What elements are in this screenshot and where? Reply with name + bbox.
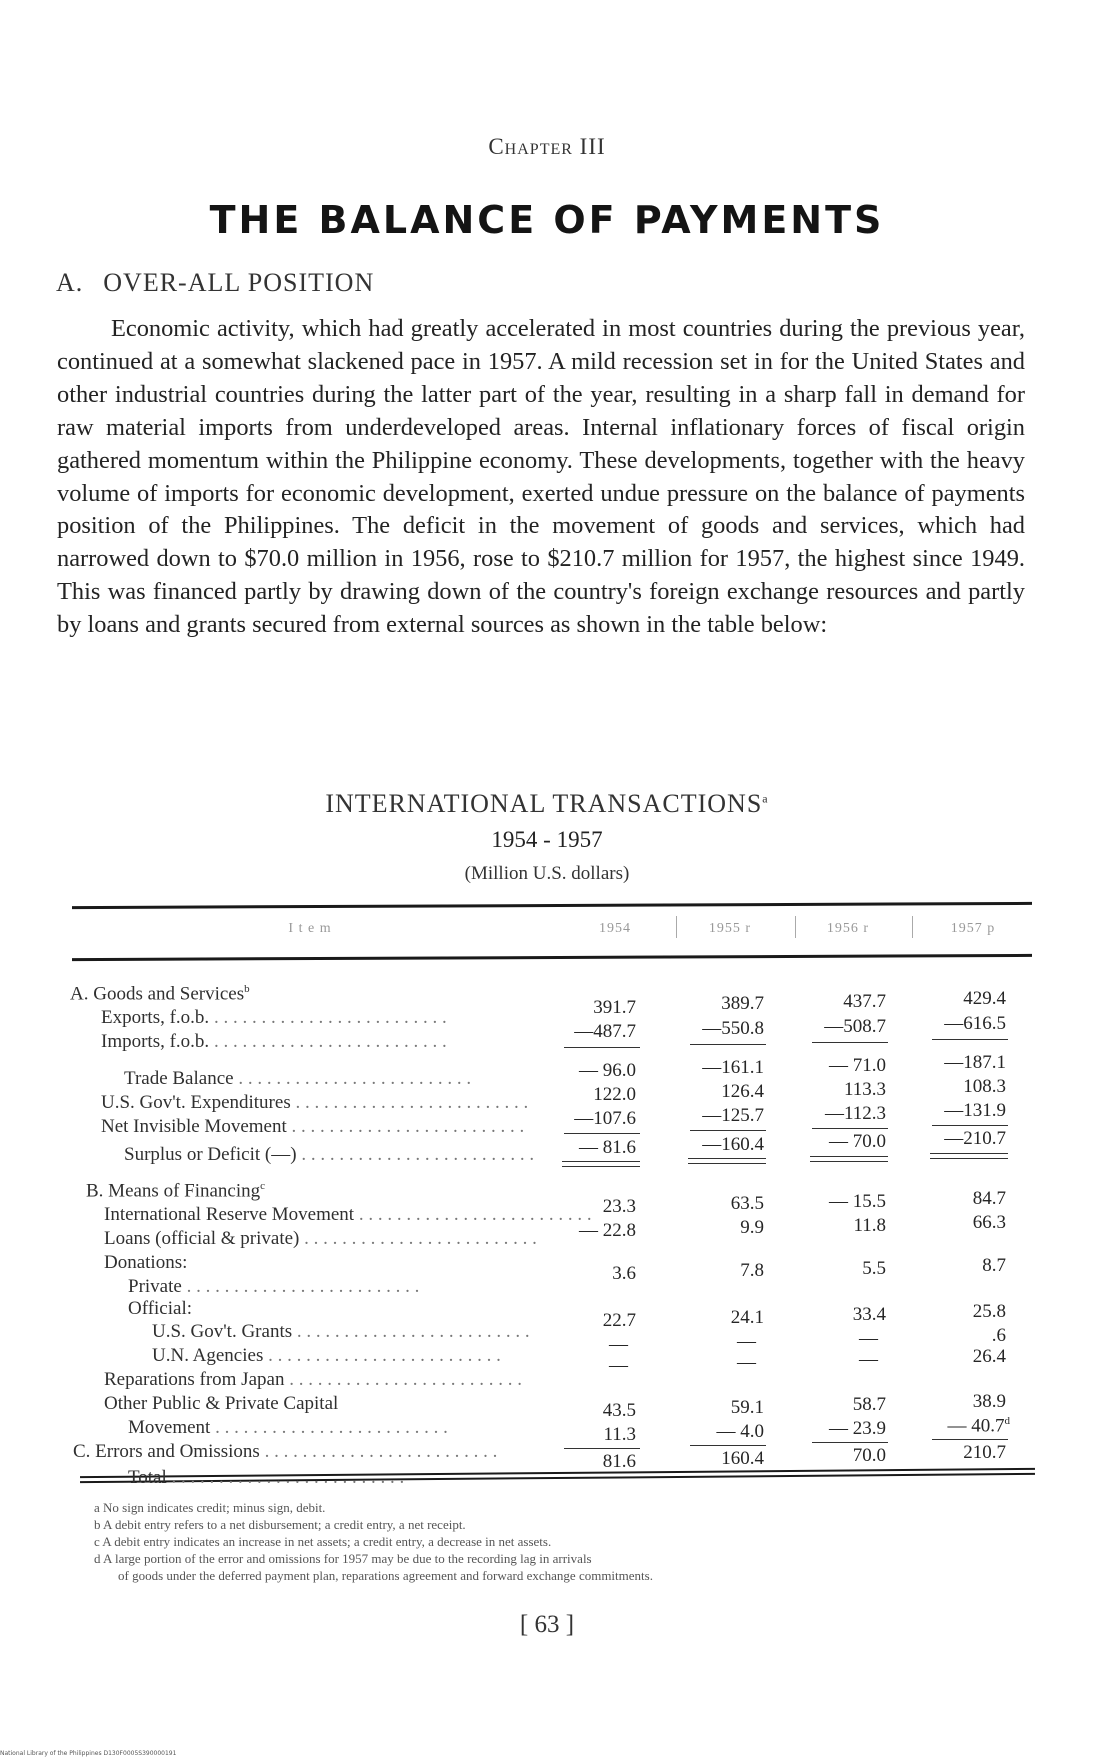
footnote-a: a No sign indicates credit; minus sign, debit.	[94, 1500, 326, 1515]
cell-un-agencies-1957: .6	[991, 1325, 1006, 1346]
cell-loans-1957: 66.3	[972, 1212, 1006, 1233]
header-separator	[676, 916, 677, 938]
double-rule	[930, 1153, 1008, 1159]
cell-usgov-exp-1954: 122.0	[593, 1084, 636, 1105]
cell-surplus-1956: — 70.0	[829, 1131, 886, 1152]
cell-reserve-1954: 23.3	[602, 1196, 636, 1217]
sum-rule	[812, 1442, 888, 1443]
cell-trade-balance-1957: —187.1	[944, 1052, 1006, 1073]
sum-rule	[690, 1445, 766, 1446]
cell-surplus-1957: —210.7	[944, 1128, 1006, 1149]
table-header-rule	[72, 954, 1032, 961]
row-label-usgov-expenditures: U.S. Gov't. Expenditures . . .	[101, 1092, 528, 1114]
cell-loans-1956: 11.8	[853, 1215, 886, 1236]
cell-surplus-1955: —160.4	[702, 1134, 764, 1155]
row-label-total: Total . . .	[128, 1467, 404, 1489]
table-years: 1954 - 1957	[491, 827, 603, 852]
scan-source-label: National Library of the Philippines D130F0005S390000191	[0, 1750, 177, 1757]
cell-errors-1957: — 40.7$^d$	[947, 1415, 1010, 1437]
cell-trade-balance-1954: — 96.0	[579, 1060, 636, 1081]
cell-imports-1954: —487.7	[574, 1021, 636, 1042]
cell-reserve-1955: 63.5	[730, 1193, 764, 1214]
cell-total-1957: 210.7	[963, 1442, 1006, 1463]
cell-errors-1955: — 4.0	[716, 1421, 764, 1442]
cell-usgov-exp-1955: 126.4	[721, 1081, 764, 1102]
cell-un-agencies-1955: —	[737, 1331, 756, 1352]
cell-exports-1957: 429.4	[963, 988, 1006, 1009]
row-label-goods-services: A. Goods and Services$^b$	[70, 983, 250, 1005]
header-1955: 1955 r	[708, 921, 752, 936]
sum-rule	[932, 1125, 1008, 1126]
cell-exports-1954: 391.7	[593, 997, 636, 1018]
cell-imports-1955: —550.8	[702, 1018, 764, 1039]
cell-imports-1957: —616.5	[944, 1013, 1006, 1034]
cell-trade-balance-1955: —161.1	[702, 1057, 764, 1078]
cell-loans-1955: 9.9	[740, 1217, 764, 1238]
cell-reparations-1955: —	[737, 1352, 756, 1373]
cell-net-invisible-1954: —107.6	[574, 1108, 636, 1129]
cell-usgov-grants-1957: 25.8	[972, 1301, 1006, 1322]
row-label-exports: Exports, f.o.b. . . .	[101, 1007, 447, 1029]
row-label-private: Private . . .	[128, 1276, 419, 1298]
sum-rule	[564, 1133, 640, 1134]
row-label-donations: Donations:	[104, 1252, 188, 1273]
row-label-net-invisible: Net Invisible Movement . . .	[101, 1116, 524, 1138]
sum-rule	[932, 1439, 1008, 1440]
page-number: [ 63 ]	[519, 1611, 575, 1638]
sum-rule	[690, 1130, 766, 1131]
row-label-imports: Imports, f.o.b. . . .	[101, 1031, 447, 1053]
cell-other-capital-1954: 43.5	[602, 1400, 636, 1421]
cell-reparations-1956: —	[859, 1349, 878, 1370]
section-title: OVER-ALL POSITION	[103, 268, 375, 297]
sum-rule	[690, 1044, 766, 1045]
row-label-loans: Loans (official & private) . . .	[104, 1228, 537, 1250]
table-units: (Million U.S. dollars)	[464, 863, 630, 884]
row-label-official: Official:	[128, 1298, 193, 1319]
cell-reparations-1954: —	[609, 1355, 628, 1376]
cell-usgov-grants-1954: 22.7	[602, 1310, 636, 1331]
cell-reserve-1957: 84.7	[972, 1188, 1006, 1209]
cell-errors-1956: — 23.9	[829, 1418, 886, 1439]
cell-other-capital-1956: 58.7	[852, 1394, 886, 1415]
cell-net-invisible-1957: —131.9	[944, 1100, 1006, 1121]
cell-imports-1956: —508.7	[824, 1016, 886, 1037]
header-1954: 1954	[599, 921, 631, 936]
table-title: INTERNATIONAL TRANSACTIONS$^a$	[325, 789, 769, 818]
footnote-d-cont: of goods under the deferred payment plan, reparations agreement and forward exchange commitments.	[118, 1568, 653, 1583]
cell-surplus-1954: — 81.6	[579, 1137, 636, 1158]
footnote-b: b A debit entry refers to a net disbursement; a credit entry, a net receipt.	[94, 1517, 466, 1532]
cell-errors-1954: 11.3	[603, 1424, 636, 1445]
row-label-means-financing: B. Means of Financing$^c$	[86, 1180, 266, 1202]
sum-rule	[812, 1128, 888, 1129]
cell-other-capital-1957: 38.9	[972, 1391, 1006, 1412]
table-title-note: a	[762, 791, 769, 806]
cell-un-agencies-1956: —	[859, 1328, 878, 1349]
footnote-c: c A debit entry indicates an increase in net assets; a credit entry, a decrease in net assets.	[94, 1534, 552, 1549]
header-item: I t e m	[288, 921, 332, 936]
row-label-usgov-grants: U.S. Gov't. Grants . . .	[152, 1321, 530, 1343]
cell-private-1955: 7.8	[740, 1260, 764, 1281]
row-label-reparations: Reparations from Japan . . .	[104, 1369, 522, 1391]
cell-private-1956: 5.5	[862, 1258, 886, 1279]
cell-exports-1956: 437.7	[843, 991, 886, 1012]
row-label-un-agencies: U.N. Agencies . . .	[152, 1345, 501, 1367]
header-separator	[912, 916, 913, 938]
cell-usgov-grants-1955: 24.1	[730, 1307, 764, 1328]
header-1956: 1956 r	[826, 921, 870, 936]
cell-usgov-exp-1956: 113.3	[843, 1079, 886, 1100]
row-label-errors-omissions: C. Errors and Omissions . . .	[73, 1441, 497, 1463]
sum-rule	[812, 1042, 888, 1043]
cell-usgov-exp-1957: 108.3	[963, 1076, 1006, 1097]
cell-private-1957: 8.7	[982, 1255, 1006, 1276]
row-label-trade-balance: Trade Balance . . .	[124, 1068, 471, 1090]
sum-rule	[564, 1448, 640, 1449]
sum-rule	[932, 1039, 1008, 1040]
sum-rule	[564, 1047, 640, 1048]
cell-usgov-grants-1956: 33.4	[852, 1304, 886, 1325]
header-separator	[795, 916, 796, 938]
paragraph-text: Economic activity, which had greatly accelerated in most countries during the previous year, continued at a somewhat slackened pace in 1957. A mild recession set in for the United States and other industrial countries during the latter part of the year, resulting in a sharp fall in demand for raw material imports from underdeveloped areas. Internal inflationary forces of fiscal origin gathered momentum within the Philippine economy. These developments, together with the heavy volume of imports for economic development, exerted undue pressure on the balance of payments position of the Philippines. The deficit in the movement of goods and services, which had narrowed down to $70.0 million in 1956, rose to $210.7 million for 1957, the highest since 1949. This was financed partly by drawing down of the country's foreign exchange resources and partly by loans and grants secured from external sources as shown in the table below:	[57, 315, 1025, 639]
double-rule	[810, 1156, 888, 1162]
cell-other-capital-1955: 59.1	[730, 1397, 764, 1418]
cell-trade-balance-1956: — 71.0	[829, 1055, 886, 1076]
double-rule	[562, 1161, 640, 1167]
row-label-reserve-movement: International Reserve Movement . . .	[104, 1204, 592, 1226]
row-label-surplus-deficit: Surplus or Deficit (—) . . .	[124, 1144, 534, 1166]
cell-net-invisible-1956: —112.3	[824, 1103, 886, 1124]
table-top-rule	[72, 902, 1032, 909]
footnote-d: d A large portion of the error and omissions for 1957 may be due to the recording lag in arrivals	[94, 1551, 592, 1566]
cell-net-invisible-1955: —125.7	[702, 1105, 764, 1126]
page-title: THE BALANCE OF PAYMENTS	[209, 198, 885, 242]
cell-total-1956: 70.0	[852, 1445, 886, 1466]
section-heading	[56, 268, 374, 298]
chapter-label: Chapter III	[488, 134, 606, 159]
cell-loans-1954: — 22.8	[579, 1220, 636, 1241]
row-label-other-capital: Other Public & Private Capital	[104, 1393, 339, 1414]
cell-total-1955: 160.4	[721, 1448, 764, 1469]
cell-reserve-1956: — 15.5	[829, 1191, 886, 1212]
header-1957: 1957 p	[950, 921, 996, 936]
body-paragraph	[57, 313, 1025, 642]
double-rule	[688, 1158, 766, 1164]
cell-total-1954: 81.6	[602, 1451, 636, 1472]
cell-un-agencies-1954: —	[609, 1334, 628, 1355]
row-label-other-capital-movement: Movement . . .	[128, 1417, 448, 1439]
cell-private-1954: 3.6	[612, 1263, 636, 1284]
cell-exports-1955: 389.7	[721, 993, 764, 1014]
section-letter: A.	[56, 268, 84, 297]
cell-reparations-1957: 26.4	[972, 1346, 1006, 1367]
